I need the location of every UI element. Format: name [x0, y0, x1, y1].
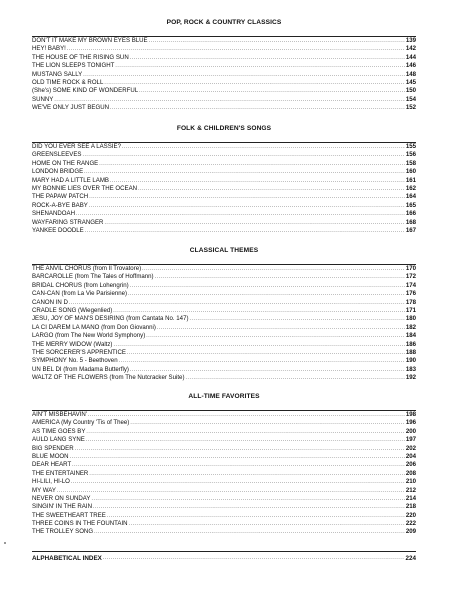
entry-page: 222 — [405, 520, 416, 528]
entry-title: DID YOU EVER SEE A LASSIE? — [32, 142, 121, 150]
toc-entry[interactable] — [32, 341, 416, 349]
entry-page: 182 — [405, 323, 416, 331]
toc-entry[interactable] — [32, 520, 416, 528]
toc-entry[interactable] — [32, 487, 416, 495]
entry-page: 156 — [405, 151, 416, 159]
toc-entry[interactable] — [32, 54, 416, 62]
scan-speck — [4, 542, 6, 544]
entry-page: 198 — [405, 410, 416, 418]
entry-page: 167 — [405, 226, 416, 234]
entry-title: HEY! BABY! — [32, 45, 66, 53]
entry-page: 218 — [405, 503, 416, 511]
toc-entry[interactable] — [32, 453, 416, 461]
dot-leader — [185, 374, 404, 382]
entry-page: 206 — [405, 461, 416, 469]
entry-page: 188 — [405, 348, 416, 356]
dot-leader — [122, 143, 405, 151]
entry-page: 155 — [405, 142, 416, 150]
entry-title: AMERICA (My Country 'Tis of Thee) — [32, 419, 130, 427]
toc-entry[interactable] — [32, 193, 416, 201]
entry-list — [32, 36, 416, 113]
entry-page: 166 — [405, 210, 416, 218]
entry-title: BRIDAL CHORUS (from Lohengrin) — [32, 281, 129, 289]
toc-entry[interactable] — [32, 37, 416, 45]
entry-title: SYMPHONY No. 5 - Beethoven — [32, 357, 118, 365]
entry-title: CANON IN D — [32, 298, 68, 306]
toc-entry[interactable] — [32, 177, 416, 185]
toc-entry[interactable] — [32, 332, 416, 340]
toc-entry[interactable] — [32, 445, 416, 453]
entry-page: 196 — [405, 419, 416, 427]
dot-leader — [99, 160, 405, 168]
entry-title: THREE COINS IN THE FOUNTAIN — [32, 520, 128, 528]
toc-entry[interactable] — [32, 374, 416, 382]
entry-page: 172 — [405, 273, 416, 281]
entry-title: WALTZ OF THE FLOWERS (from The Nutcracker Suite) — [32, 374, 185, 382]
entry-list — [32, 410, 416, 537]
dot-leader — [86, 428, 404, 436]
dot-leader — [113, 341, 404, 349]
entry-page: 183 — [405, 365, 416, 373]
toc-entry[interactable] — [32, 324, 416, 332]
entry-page: 154 — [405, 95, 416, 103]
dot-leader — [130, 282, 405, 290]
dot-leader — [71, 478, 405, 486]
entry-title: LA CI DAREM LA MANO (from Don Giovanni) — [32, 323, 156, 331]
toc-entry[interactable] — [32, 185, 416, 193]
dot-leader — [89, 193, 405, 201]
dot-leader — [70, 453, 405, 461]
dot-leader — [107, 512, 405, 520]
dot-leader — [155, 273, 405, 281]
toc-entry[interactable] — [32, 307, 416, 315]
entry-title: MUSTANG SALLY — [32, 70, 83, 78]
entry-page: 161 — [405, 176, 416, 184]
index-title: ALPHABETICAL INDEX — [32, 555, 102, 562]
entry-page: 158 — [405, 159, 416, 167]
entry-list — [32, 264, 416, 382]
toc-entry[interactable] — [32, 96, 416, 104]
dot-leader — [69, 299, 405, 307]
entry-page: 171 — [405, 306, 416, 314]
dot-leader — [113, 307, 405, 315]
dot-leader — [94, 528, 405, 536]
entry-page: 178 — [405, 298, 416, 306]
entry-title: SUNNY — [32, 95, 54, 103]
toc-entry[interactable] — [32, 299, 416, 307]
entry-title: DEAR HEART — [32, 461, 72, 469]
entry-page: 142 — [405, 45, 416, 53]
entry-title: SINGIN' IN THE RAIN — [32, 503, 92, 511]
dot-leader — [130, 419, 404, 427]
toc-entry[interactable] — [32, 495, 416, 503]
entry-page: 192 — [405, 374, 416, 382]
toc-entry[interactable] — [32, 528, 416, 536]
dot-leader — [127, 349, 405, 357]
entry-page: 150 — [405, 87, 416, 95]
entry-title: AS TIME GOES BY — [32, 427, 86, 435]
dot-leader — [89, 202, 405, 210]
dot-leader — [75, 445, 405, 453]
toc-entry[interactable] — [32, 160, 416, 168]
dot-leader — [146, 332, 405, 340]
dot-leader — [115, 62, 404, 70]
entry-title: UN BEL DI (from Madama Butterfly) — [32, 365, 129, 373]
toc-entry[interactable] — [32, 349, 416, 357]
entry-title: THE MERRY WIDOW (Waltz) — [32, 340, 113, 348]
entry-page: 210 — [405, 478, 416, 486]
dot-leader — [93, 503, 405, 511]
dot-leader — [119, 357, 405, 365]
entry-title: ROCK-A-BYE BABY — [32, 201, 88, 209]
entry-title: THE ENTERTAINER — [32, 469, 89, 477]
toc-entry[interactable] — [32, 512, 416, 520]
entry-title: WE'VE ONLY JUST BEGUN — [32, 104, 110, 112]
dot-leader — [91, 495, 404, 503]
entry-title: GREENSLEEVES — [32, 151, 82, 159]
section-heading: ALL-TIME FAVORITES — [188, 393, 260, 400]
toc-entry[interactable] — [32, 202, 416, 210]
dot-leader — [130, 366, 405, 374]
dot-leader — [83, 71, 405, 79]
entry-title: BARCAROLLE (from The Tales of Hoffmann) — [32, 273, 154, 281]
entry-page: 139 — [405, 36, 416, 44]
toc-entry[interactable] — [32, 428, 416, 436]
toc-entry[interactable] — [32, 104, 416, 112]
dot-leader — [104, 219, 404, 227]
dot-leader — [128, 290, 405, 298]
section-pop-rock-country — [32, 18, 416, 113]
section-heading: FOLK & CHILDREN'S SONGS — [176, 125, 272, 132]
toc-entry[interactable] — [32, 219, 416, 227]
entry-page: 184 — [405, 332, 416, 340]
dot-leader — [86, 436, 405, 444]
entry-title: THE TROLLEY SONG — [32, 528, 94, 536]
dot-leader — [110, 104, 405, 112]
dot-leader — [72, 461, 405, 469]
dot-leader — [149, 37, 405, 45]
entry-page: 214 — [405, 494, 416, 502]
dot-leader — [103, 554, 405, 563]
toc-entry[interactable] — [32, 470, 416, 478]
entry-title: THE LION SLEEPS TONIGHT — [32, 62, 115, 70]
toc-entry[interactable] — [32, 366, 416, 374]
toc-entry[interactable] — [32, 290, 416, 298]
entry-title: LONDON BRIDGE — [32, 168, 84, 176]
entry-title: SHENANDOAH — [32, 210, 76, 218]
entry-page: 168 — [405, 218, 416, 226]
alphabetical-index-entry[interactable] — [32, 551, 416, 563]
entry-page: 180 — [405, 315, 416, 323]
toc-entry[interactable] — [32, 62, 416, 70]
section-all-time-favorites — [32, 392, 416, 537]
entry-title: LARGO (from The New World Symphony) — [32, 332, 146, 340]
entry-title: HOME ON THE RANGE — [32, 159, 99, 167]
toc-entry[interactable] — [32, 71, 416, 79]
entry-page: 212 — [405, 486, 416, 494]
entry-title: CRADLE SONG (Wiegenlied) — [32, 306, 113, 314]
dot-leader — [110, 177, 405, 185]
entry-page: 162 — [405, 184, 416, 192]
entry-page: 204 — [405, 452, 416, 460]
entry-page: 145 — [405, 78, 416, 86]
entry-title: THE ANVIL CHORUS (from Il Trovatore) — [32, 264, 142, 272]
toc-entry[interactable] — [32, 265, 416, 273]
entry-page: 190 — [405, 357, 416, 365]
entry-page: 200 — [405, 427, 416, 435]
section-folk-childrens — [32, 124, 416, 235]
entry-page: 197 — [405, 436, 416, 444]
entry-page: 170 — [405, 264, 416, 272]
toc-entry[interactable] — [32, 503, 416, 511]
entry-title: HI-LILI, HI-LO — [32, 478, 70, 486]
entry-title: DON'T IT MAKE MY BROWN EYES BLUE — [32, 36, 148, 44]
dot-leader — [76, 210, 405, 218]
dot-leader — [138, 185, 405, 193]
toc-entry[interactable] — [32, 478, 416, 486]
dot-leader — [104, 79, 404, 87]
toc-entry[interactable] — [32, 143, 416, 151]
entry-title: YANKEE DOODLE — [32, 226, 84, 234]
entry-page: 174 — [405, 281, 416, 289]
entry-title: THE HOUSE OF THE RISING SUN — [32, 53, 129, 61]
entry-page: 202 — [405, 444, 416, 452]
entry-title: (She's) SOME KIND OF WONDERFUL — [32, 87, 139, 95]
entry-page: 176 — [405, 290, 416, 298]
entry-page: 208 — [405, 469, 416, 477]
dot-leader — [130, 54, 405, 62]
entry-title: THE SORCERER'S APPRENTICE — [32, 348, 126, 356]
entry-page: 146 — [405, 62, 416, 70]
entry-title: AULD LANG SYNE — [32, 436, 85, 444]
toc-entry[interactable] — [32, 461, 416, 469]
toc-entry[interactable] — [32, 168, 416, 176]
section-heading: CLASSICAL THEMES — [189, 247, 259, 254]
toc-entry[interactable] — [32, 411, 416, 419]
entry-page: 164 — [405, 193, 416, 201]
entry-title: AIN'T MISBEHAVIN' — [32, 410, 87, 418]
toc-entry[interactable] — [32, 419, 416, 427]
index-page: 224 — [405, 555, 416, 562]
toc-entry[interactable] — [32, 357, 416, 365]
dot-leader — [129, 520, 405, 528]
toc-entry[interactable] — [32, 87, 416, 95]
dot-leader — [189, 315, 404, 323]
entry-title: BIG SPENDER — [32, 444, 74, 452]
entry-page: 165 — [405, 201, 416, 209]
dot-leader — [157, 324, 405, 332]
dot-leader — [82, 151, 404, 159]
entry-title: WAYFARING STRANGER — [32, 218, 104, 226]
toc-entry[interactable] — [32, 315, 416, 323]
entry-page: 148 — [405, 70, 416, 78]
dot-leader — [67, 45, 405, 53]
toc-entry[interactable] — [32, 210, 416, 218]
dot-leader — [88, 411, 405, 419]
entry-page: 209 — [405, 528, 416, 536]
toc-entry[interactable] — [32, 436, 416, 444]
entry-list — [32, 142, 416, 235]
dot-leader — [85, 227, 405, 235]
entry-page: 186 — [405, 340, 416, 348]
entry-page: 220 — [405, 511, 416, 519]
entry-title: THE SWEETHEART TREE — [32, 511, 106, 519]
entry-page: 160 — [405, 168, 416, 176]
dot-leader — [89, 470, 405, 478]
section-heading: POP, ROCK & COUNTRY CLASSICS — [166, 19, 282, 26]
entry-title: MY BONNIE LIES OVER THE OCEAN — [32, 184, 138, 192]
entry-title: BLUE MOON — [32, 452, 69, 460]
entry-title: OLD TIME ROCK & ROLL — [32, 78, 104, 86]
toc-entry[interactable] — [32, 151, 416, 159]
toc-entry[interactable] — [32, 45, 416, 53]
toc-entry[interactable] — [32, 227, 416, 235]
entry-page: 144 — [405, 53, 416, 61]
entry-title: NEVER ON SUNDAY — [32, 494, 91, 502]
dot-leader — [139, 87, 405, 95]
entry-title: CAN-CAN (from La Vie Parisienne) — [32, 290, 128, 298]
dot-leader — [84, 168, 405, 176]
toc-entry[interactable] — [32, 79, 416, 87]
toc-entry[interactable] — [32, 273, 416, 281]
entry-page: 152 — [405, 104, 416, 112]
entry-title: MY WAY — [32, 486, 56, 494]
entry-title: MARY HAD A LITTLE LAMB — [32, 176, 109, 184]
dot-leader — [142, 265, 405, 273]
dot-leader — [57, 487, 405, 495]
entry-title: THE PAPAW PATCH — [32, 193, 89, 201]
entry-title: JESU, JOY OF MAN'S DESIRING (from Cantata No. 147) — [32, 315, 189, 323]
toc-entry[interactable] — [32, 282, 416, 290]
section-classical-themes — [32, 246, 416, 382]
dot-leader — [54, 96, 404, 104]
